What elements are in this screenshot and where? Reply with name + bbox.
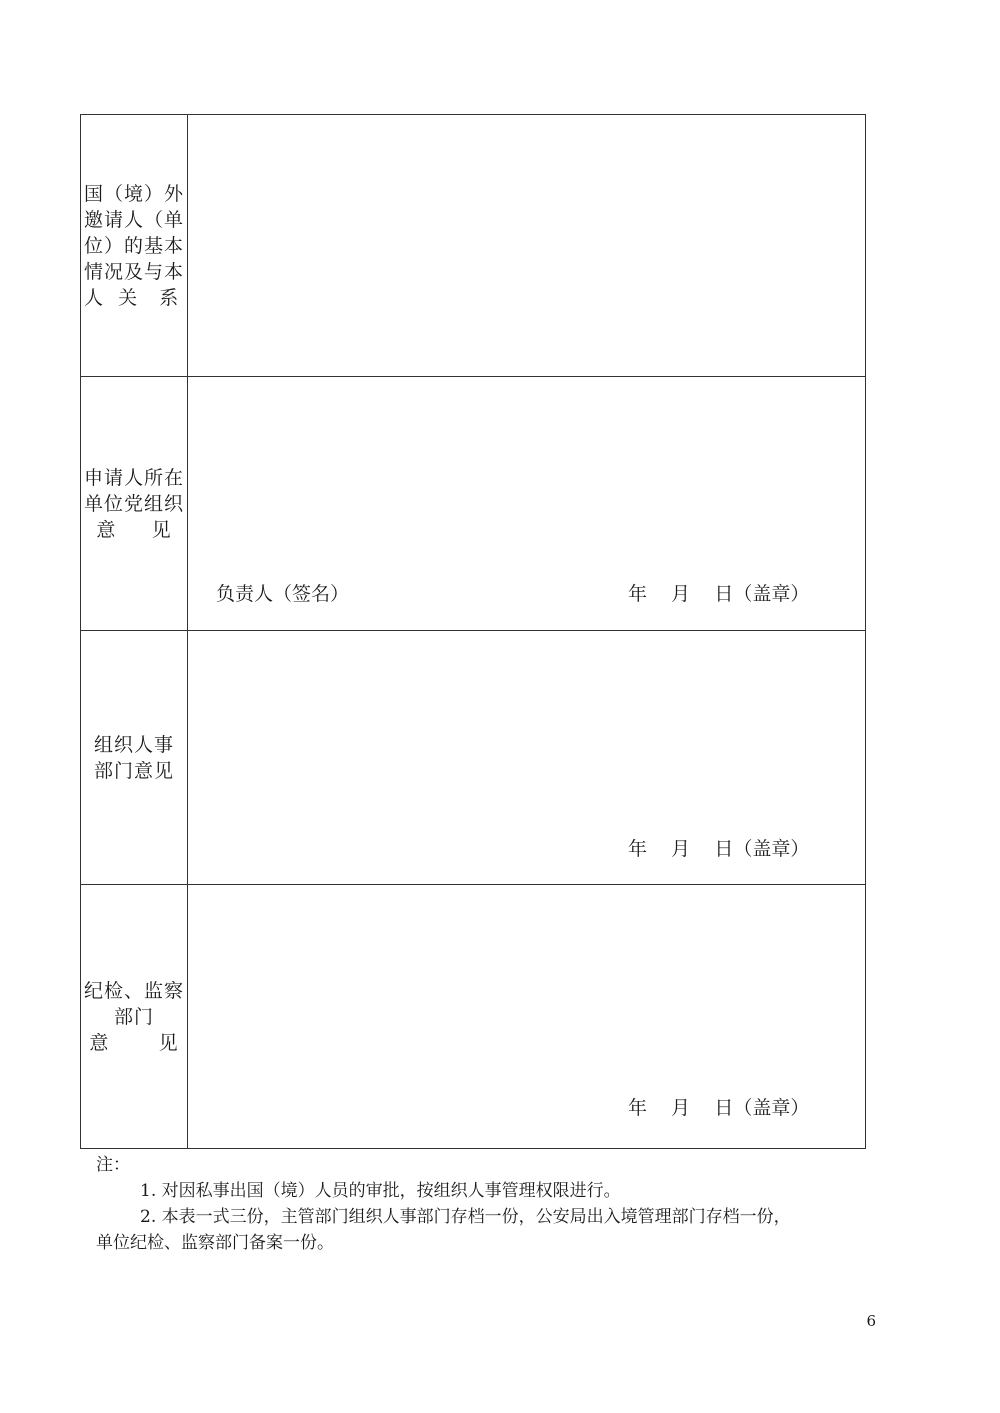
note-item: 单位纪检、监察部门备案一份。 [96,1233,334,1253]
notes-title: 注： [96,1155,130,1175]
inviter-info-label: 国（境）外 邀请人（单 位）的基本 情况及与本 人 关 系 [84,182,185,309]
discipline-opinion-label: 纪检、监察 部门 意 见 [83,979,184,1054]
form-row-inviter-info [81,115,866,377]
label-cell [81,377,188,631]
date-stamp-label: 年 月 日（盖章） [628,583,810,605]
discipline-opinion-field[interactable] [188,885,866,1149]
application-form-table [80,114,866,1149]
page-number: 6 [866,1312,876,1330]
party-opinion-label: 申请人所在 单位党组织 意 见 [83,466,184,541]
inviter-info-field[interactable] [188,115,866,377]
date-stamp-label: 年 月 日（盖章） [628,838,810,860]
form-row-discipline-opinion [81,885,866,1149]
signature-row [188,1095,865,1121]
label-cell [81,631,188,885]
label-cell [81,885,188,1149]
form-row-party-opinion [81,377,866,631]
form-row-hr-opinion [81,631,866,885]
party-opinion-field[interactable] [188,377,866,631]
hr-opinion-label: 组织人事 部门意见 [93,733,174,782]
signer-label: 负责人（签名） [216,583,350,605]
signature-row [188,581,865,607]
label-cell [81,115,188,377]
note-item: 1. 对因私事出国（境）人员的审批，按组织人事管理权限进行。 [140,1181,621,1201]
note-item: 2. 本表一式三份，主管部门组织人事部门存档一份，公安局出入境管理部门存档一份， [140,1207,791,1227]
signature-row [188,836,865,862]
date-stamp-label: 年 月 日（盖章） [628,1097,810,1119]
hr-opinion-field[interactable] [188,631,866,885]
